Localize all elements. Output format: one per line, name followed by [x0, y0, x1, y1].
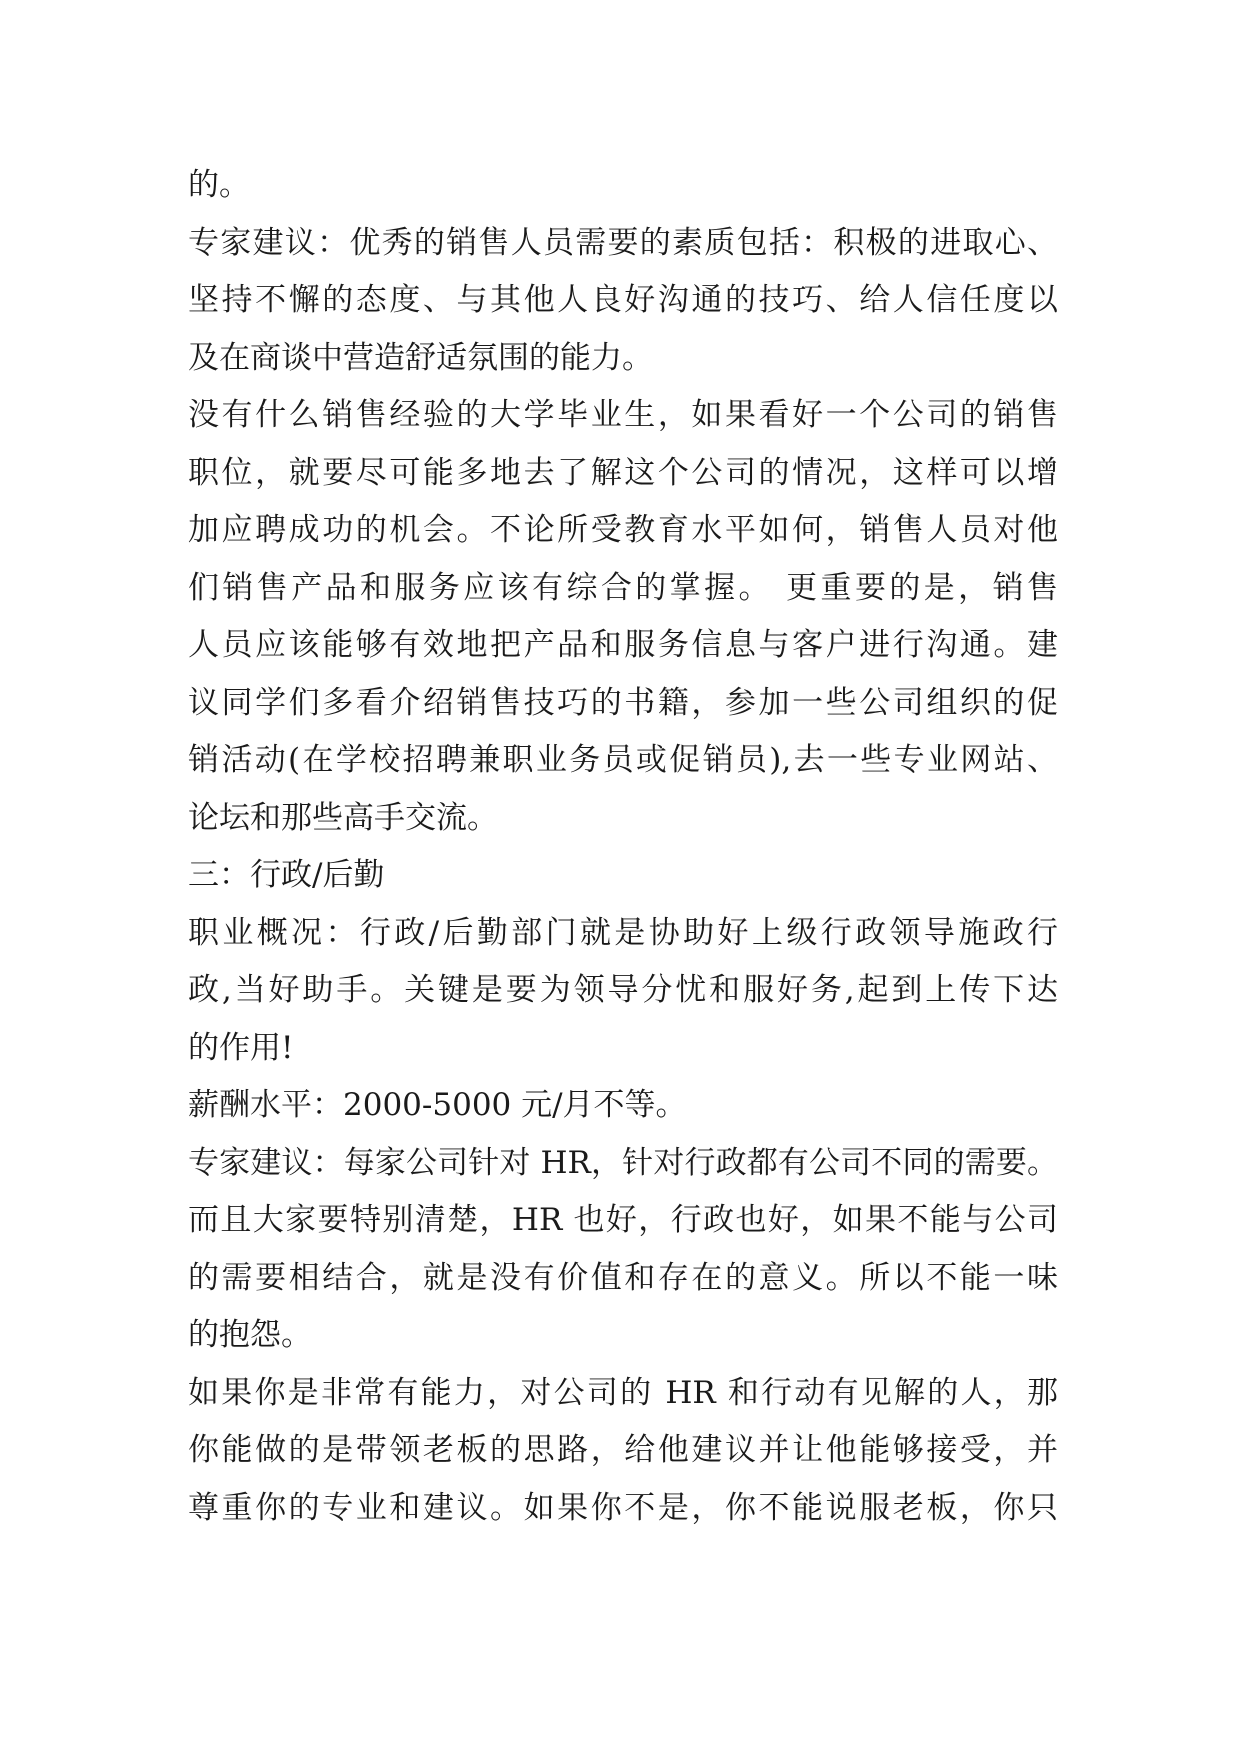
text-line: 专家建议：优秀的销售人员需要的素质包括：积极的进取心、: [188, 224, 1058, 261]
text-line: 及在商谈中营造舒适氛围的能力。: [188, 339, 653, 376]
text-line: 们销售产品和服务应该有综合的掌握。 更重要的是，销售: [188, 569, 1058, 606]
text-line: 加应聘成功的机会。不论所受教育水平如何，销售人员对他: [188, 512, 1058, 548]
text-line: 尊重你的专业和建议。如果你不是，你不能说服老板，你只: [188, 1489, 1058, 1526]
section-heading: 三：行政/后勤: [188, 857, 385, 893]
text-line: 专家建议：每家公司针对 HR，针对行政都有公司不同的需要。: [188, 1144, 1058, 1181]
text-line: 没有什么销售经验的大学毕业生，如果看好一个公司的销售: [188, 397, 1058, 433]
text-line: 薪酬水平：2000-5000 元/月不等。: [188, 1087, 687, 1123]
body-text: [188, 157, 1058, 1537]
text-line: 的作用!: [188, 1029, 294, 1066]
text-line: 政,当好助手。关键是要为领导分忧和服好务,起到上传下达: [188, 972, 1058, 1008]
text-line: 议同学们多看介绍销售技巧的书籍，参加一些公司组织的促: [188, 684, 1058, 721]
text-line: 销活动(在学校招聘兼职业务员或促销员),去一些专业网站、: [188, 742, 1058, 778]
text-line: 的需要相结合，就是没有价值和存在的意义。所以不能一味: [188, 1259, 1058, 1296]
text-line: 职业概况：行政/后勤部门就是协助好上级行政领导施政行: [188, 914, 1058, 951]
text-line: 坚持不懈的态度、与其他人良好沟通的技巧、给人信任度以: [188, 282, 1058, 318]
text-line: 的。: [188, 167, 250, 203]
text-line: 而且大家要特别清楚，HR 也好，行政也好，如果不能与公司: [188, 1202, 1058, 1238]
text-line: 职位，就要尽可能多地去了解这个公司的情况，这样可以增: [188, 454, 1058, 491]
text-line: 如果你是非常有能力，对公司的 HR 和行动有见解的人，那: [188, 1374, 1058, 1411]
text-line: 论坛和那些高手交流。: [188, 799, 498, 836]
text-line: 的抱怨。: [188, 1317, 312, 1353]
text-line: 人员应该能够有效地把产品和服务信息与客户进行沟通。建: [188, 627, 1058, 663]
text-line: 你能做的是带领老板的思路，给他建议并让他能够接受，并: [188, 1432, 1058, 1468]
